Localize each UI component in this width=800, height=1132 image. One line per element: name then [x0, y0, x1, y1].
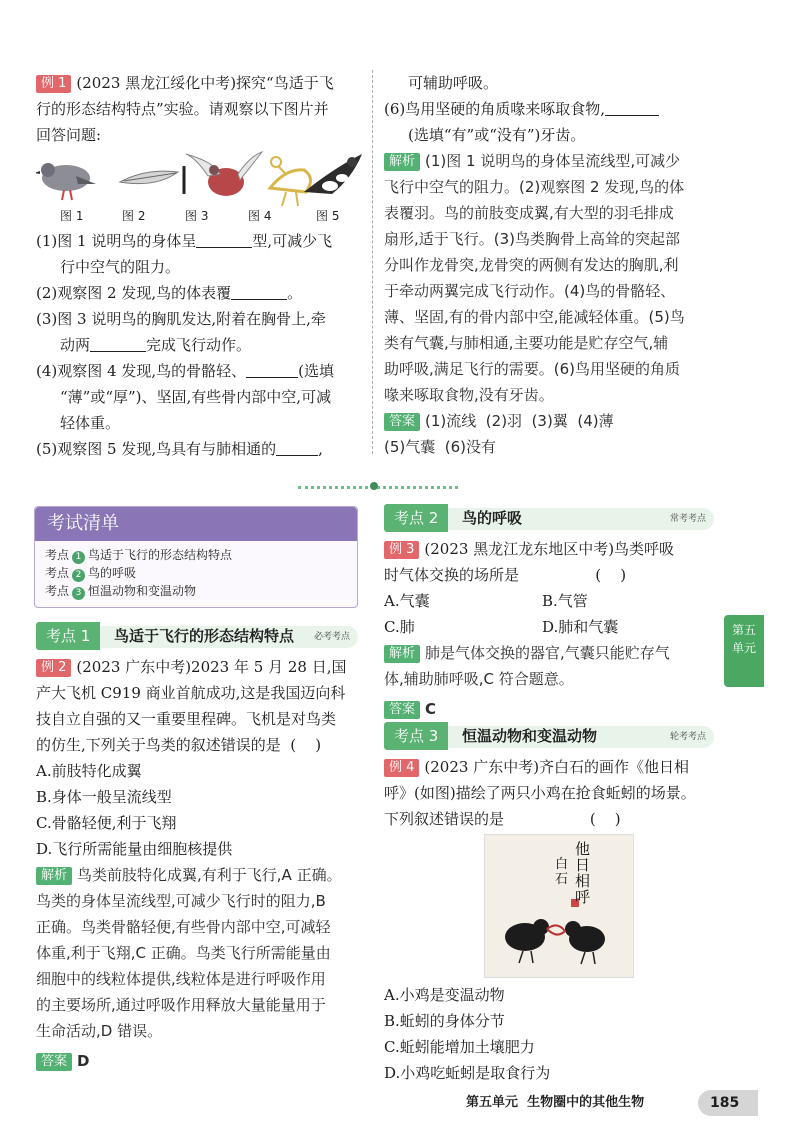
kaodian-2-header: 考点 2 鸟的呼吸 常考考点 — [384, 504, 714, 532]
figure-caption-4: 图 4 — [248, 209, 272, 223]
analysis-tag: 解析 — [384, 645, 420, 663]
analysis-tag: 解析 — [384, 153, 420, 171]
answer-blank — [276, 441, 318, 456]
example-1-questions: (1)图 1 说明鸟的身体呈 型,可减少飞 行中空气的阻力。 (2)观察图 2 发现,鸟的体表覆 。 (3)图 3 说明鸟的胸肌发达,附着在胸骨上,牵 动两 完成飞行动作。 (4)观察图 4 发现,鸟的骨骼轻、 (选填 “薄”或“厚”)、坚固,有些骨内部中空,可减 轻体重。 (5)观察图 5 发现,鸟具有与肺相通的 , — [36, 232, 334, 458]
figure-2-feather-wing-icon — [120, 166, 184, 194]
example-1: 例 1 (2023 黑龙江绥化中考)探究“鸟适于飞 行的形态结构特点”实验。请观察以下图片并 回答问题: — [36, 74, 334, 144]
painting-calligraphy: 他 日 相 呼 — [575, 840, 591, 906]
example-4-tag: 例 4 — [384, 759, 419, 777]
figure-caption-1: 图 1 — [60, 209, 84, 223]
figure-1-pigeon-icon — [36, 163, 96, 200]
example-4-options: A.小鸡是变温动物 B.蚯蚓的身体分节 C.蚯蚓能增加土壤肥力 D.小鸡吃蚯蚓是取食行为 — [384, 986, 551, 1082]
qi-baishi-painting — [484, 834, 634, 978]
answer-blank — [90, 337, 146, 352]
unit-side-tab: 第五 单元 — [724, 615, 764, 687]
answer-tag: 答案 — [36, 1053, 72, 1071]
answer-blank — [246, 363, 298, 378]
figure-caption-5: 图 5 — [316, 209, 340, 223]
analysis-tag: 解析 — [36, 867, 72, 885]
answer-blank — [605, 101, 659, 116]
kaodian-3-header: 考点 3 恒温动物和变温动物 轮考考点 — [384, 722, 714, 750]
figure-4-bird-skeleton-icon — [270, 157, 311, 206]
example-3-tag: 例 3 — [384, 541, 419, 559]
page-number: 185 — [698, 1090, 758, 1116]
example-2: 例 2 (2023 广东中考)2023 年 5 月 28 日,国 产大飞机 C919 商业首航成功,这是我国迈向科 技自立自强的又一重要里程碑。飞机是对鸟类 的仿生,下列关于鸟类的叙述错误的是 ( ) A.前肢特化成翼 B.身体一般呈流线型 C.骨骼轻便,利于飞翔 D.飞行所需能量由细胞核提供 解析 鸟类前肢特化成翼,有利于飞行,A 正确。 鸟类的身体呈流线型,可减少飞行时的阻力,B 正确。鸟类骨骼轻便,有些骨内部中空,可减轻 体重,利于飞翔,C 正确。鸟类飞行所需能量由 细胞中的线粒体提供,线粒体是进行呼吸作用 的主要场所,通过呼吸作用释放大量能量用于 生命活动,D 错误。 答案 D — [36, 658, 347, 1070]
figure-5-air-sacs-icon — [304, 154, 362, 194]
answer-tag: 答案 — [384, 701, 420, 719]
kaodian-1-header: 考点 1 鸟适于飞行的形态结构特点 必考考点 — [36, 622, 358, 650]
section-divider-dot — [370, 482, 378, 490]
painting-signature: 白 石 — [555, 857, 569, 887]
example-1-continued: 可辅助呼吸。 (6)鸟用坚硬的角质喙来啄取食物, (选填“有”或“没有”)牙齿。 解析 (1)图 1 说明鸟的身体呈流线型,可减少 飞行中空气的阻力。(2)观察图 2 发现,鸟的体 表覆羽。鸟的前肢变成翼,有大型的羽毛排成 扇形,适于飞行。(3)鸟类胸骨上高耸的突起部 分叫作龙骨突,龙骨突的两侧有发达的胸肌,利 于牵动两翼完成飞行动作。(4)鸟的骨骼轻、 薄、坚固,有的骨内部中空,能减轻体重。(5)鸟 类有气囊,与肺相通,主要功能是贮存空气,辅 助呼吸,满足飞行的需要。(6)鸟用坚硬的角质 喙来啄取食物,没有牙齿。 答案 (1)流线 (2)羽 (3)翼 (4)薄 (5)气囊 (6)没有 — [384, 74, 685, 456]
bird-figures — [36, 148, 366, 208]
column-divider — [372, 70, 373, 454]
example-3: 例 3 (2023 黑龙江龙东地区中考)鸟类呼吸 时气体交换的场所是 ( ) A.气囊 B.气管 C.肺 D.肺和气囊 解析 肺是气体交换的器官,气囊只能贮存气 体,辅助肺呼吸,C 符合题意。 答案 C — [384, 540, 675, 718]
page-footer: 第五单元 生物圈中的其他生物 — [466, 1095, 645, 1110]
exam-checklist-title: 考试清单 — [35, 507, 357, 541]
exam-checklist-item: 考点 1 鸟适于飞行的形态结构特点 — [45, 548, 233, 562]
figure-3-chest-muscle-icon — [186, 152, 262, 196]
example-4: 例 4 (2023 广东中考)齐白石的画作《他日相 呼》(如图)描绘了两只小鸡在抢食蚯蚓的场景。 下列叙述错误的是 ( ) — [384, 758, 696, 828]
example-1-tag: 例 1 — [36, 75, 71, 93]
exam-checklist-item: 考点 3 恒温动物和变温动物 — [45, 584, 197, 598]
exam-checklist — [34, 506, 358, 608]
figure-caption-3: 图 3 — [185, 209, 209, 223]
section-divider — [298, 486, 458, 489]
example-2-tag: 例 2 — [36, 659, 71, 677]
figure-caption-2: 图 2 — [122, 209, 146, 223]
answer-blank — [196, 233, 252, 248]
answer-tag: 答案 — [384, 413, 420, 431]
answer-blank — [231, 285, 287, 300]
exam-checklist-item: 考点 2 鸟的呼吸 — [45, 566, 137, 580]
